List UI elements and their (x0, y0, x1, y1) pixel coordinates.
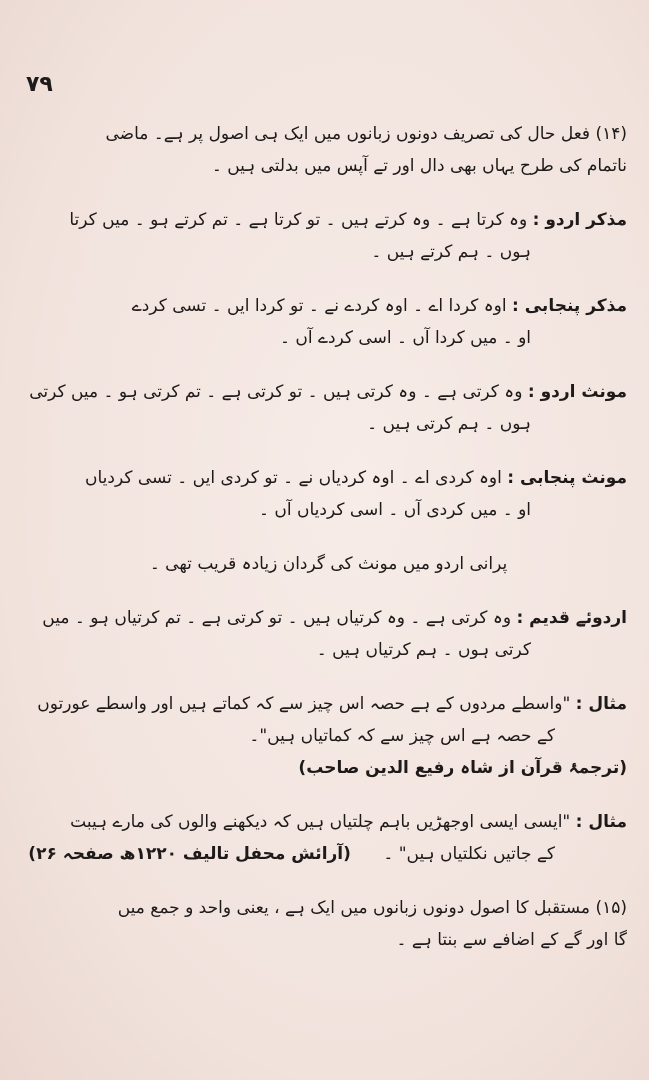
urdu-qadeem-text-1: وہ کرتی ہے ۔ وہ کرتیاں ہیں ۔ تو کرتی ہے ۔ تم کرتیاں ہو ۔ میں (42, 608, 512, 628)
feminine-urdu-label: مونث اردو : (527, 382, 627, 402)
example-1-block (30, 688, 627, 784)
urdu-qadeem-line-1 (30, 602, 627, 634)
masculine-punjabi-text-1: اوہ کردا اے ۔ اوہ کردے نے ۔ تو کردا ایں ۔ تسی کردے (131, 296, 507, 316)
masculine-punjabi-line-1 (30, 290, 627, 322)
example-2-label: مثال : (575, 812, 627, 832)
paragraph-15-line-2: گا اور گے کے اضافے سے بنتا ہے ۔ (396, 930, 627, 950)
example-2-source: (آرائش محفل تالیف ۱۲۲۰ھ صفحہ ۲۶) (28, 844, 351, 864)
urdu-qadeem-label: اردوئے قدیم : (516, 608, 627, 628)
old-urdu-note: پرانی اردو میں مونث کی گردان زیادہ قریب تھی ۔ (149, 554, 508, 574)
feminine-punjabi-label: مونث پنجابی : (507, 468, 627, 488)
masculine-urdu-line-1 (30, 204, 627, 236)
masculine-urdu-label: مذکر اردو : (532, 210, 627, 230)
urdu-qadeem-block (30, 602, 627, 666)
example-1-label: مثال : (575, 694, 627, 714)
example-1-text-1: "واسطے مردوں کے ہے حصہ اس چیز سے کہ کماتے ہیں اور واسطے عورتوں (37, 694, 571, 714)
feminine-punjabi-line-2: او ۔ میں کردی آں ۔ اسی کردیاں آں ۔ (259, 500, 531, 520)
masculine-urdu-line-2: ہوں ۔ ہم کرتے ہیں ۔ (371, 242, 531, 262)
paragraph-14-line-2: ناتمام کی طرح یہاں بھی دال اور تے آپس میں بدلتی ہیں ۔ (211, 156, 627, 176)
paragraph-15 (30, 892, 627, 956)
paragraph-15-line-1: (۱۵) مستقبل کا اصول دونوں زبانوں میں ایک ہے ، یعنی واحد و جمع میں (117, 898, 627, 918)
example-1-source: (ترجمۂ قرآن از شاہ رفیع الدین صاحب) (298, 758, 627, 778)
feminine-punjabi-line-1 (30, 462, 627, 494)
example-2-text-1: "ایسی ایسی اوجھڑیں باہم چلتیاں ہیں کہ دیکھنے والوں کی مارے ہیبت (70, 812, 571, 832)
feminine-urdu-block (30, 376, 627, 440)
masculine-urdu-block (30, 204, 627, 268)
paragraph-14-line-1: (۱۴) فعل حال کی تصریف دونوں زبانوں میں ایک ہی اصول پر ہے۔ ماضی (105, 124, 627, 144)
masculine-punjabi-line-2: او ۔ میں کردا آں ۔ اسی کردے آں ۔ (280, 328, 531, 348)
masculine-punjabi-label: مذکر پنجابی : (512, 296, 627, 316)
example-1-line-2: کے حصہ ہے اس چیز سے کہ کماتیاں ہیں"۔ (249, 726, 555, 746)
example-1-line-1 (30, 688, 627, 720)
example-2-text-2: کے جاتیں نکلتیاں ہیں" ۔ (383, 844, 555, 864)
masculine-punjabi-block (30, 290, 627, 354)
example-2-block (30, 806, 627, 870)
masculine-urdu-text-1: وہ کرتا ہے ۔ وہ کرتے ہیں ۔ تو کرتا ہے ۔ تم کرتے ہو ۔ میں کرتا (69, 210, 528, 230)
urdu-qadeem-line-2: کرتی ہوں ۔ ہم کرتیاں ہیں ۔ (316, 640, 531, 660)
paragraph-14 (30, 118, 627, 182)
feminine-urdu-line-2: ہوں ۔ ہم کرتی ہیں ۔ (367, 414, 531, 434)
feminine-punjabi-block (30, 462, 627, 526)
feminine-urdu-line-1 (30, 376, 627, 408)
example-2-line-1 (30, 806, 627, 838)
page-number: ٧٩ (26, 72, 53, 97)
feminine-urdu-text-1: وہ کرتی ہے ۔ وہ کرتی ہیں ۔ تو کرتی ہے ۔ تم کرتی ہو ۔ میں کرتی (29, 382, 523, 402)
example-2-line-2 (30, 838, 627, 870)
feminine-punjabi-text-1: اوہ کردی اے ۔ اوہ کردیاں نے ۔ تو کردی ایں ۔ تسی کردیاں (84, 468, 502, 488)
page-content (30, 118, 627, 978)
